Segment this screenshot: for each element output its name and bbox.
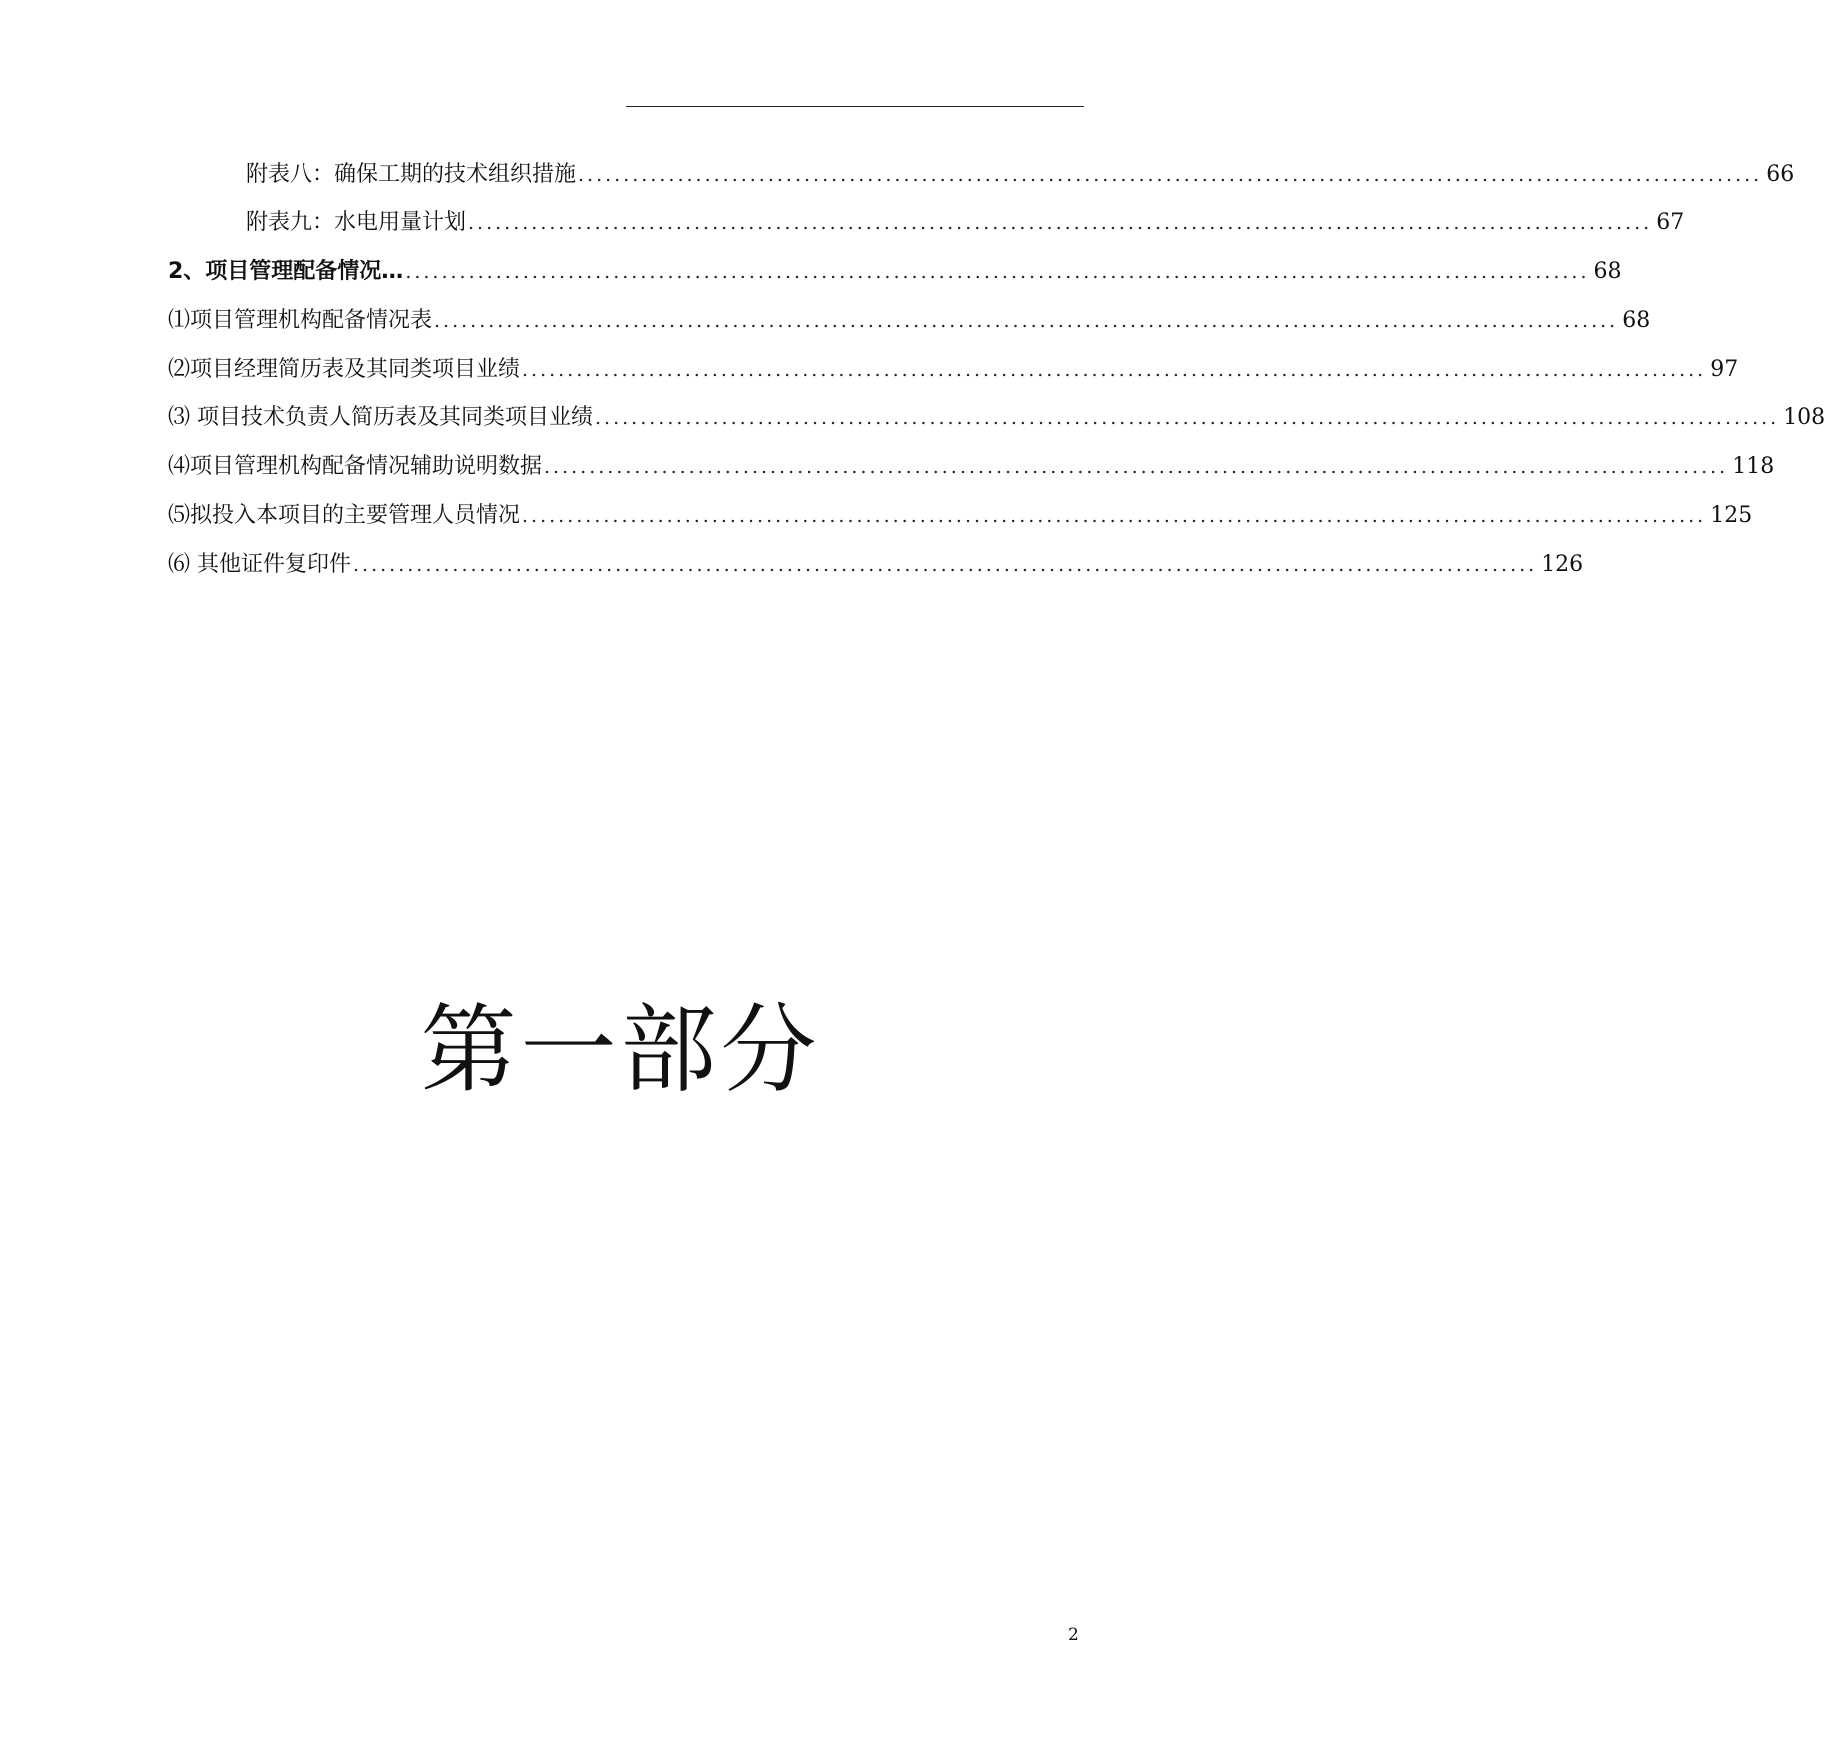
toc-entry [168,403,1825,433]
toc-leader-dots: ................................................................................................................................... [522,505,1707,527]
toc-entry [168,550,1584,580]
toc-leader-dots: ................................................................................................................................... [522,359,1707,381]
toc-entry-label: ⑷项目管理机构配备情况辅助说明数据 [168,454,543,479]
toc-entry-label: 附表九：水电用量计划 [246,210,467,235]
toc-entry [168,501,1753,531]
toc-entry [168,355,1739,385]
toc-entry-page: 118 [1732,454,1775,479]
toc-leader-dots: ................................................................................................................................... [353,554,1538,576]
toc-entry [168,257,1622,287]
toc-entry [246,160,1795,190]
toc-leader-dots: ................................................................................................................................... [468,212,1653,234]
toc-entry-page: 67 [1656,210,1685,235]
header-rule [626,106,1084,107]
toc-leader-dots: ................................................................................................................................... [434,310,1619,332]
toc-entry-page: 68 [1593,259,1622,284]
toc-entry-page: 108 [1783,405,1825,430]
toc-entry-label: 2、项目管理配备情况… [168,259,404,284]
toc-entry-label: ⑵项目经理简历表及其同类项目业绩 [168,357,521,382]
toc-entry-label: 附表八：确保工期的技术组织措施 [246,162,577,187]
toc-entry-label: ⑹ 其他证件复印件 [168,552,351,577]
toc-entry [168,306,1651,336]
section-title: 第一部分 [420,994,821,1106]
toc-entry-label: ⑸拟投入本项目的主要管理人员情况 [168,503,521,528]
toc-entry-label: ⑶ 项目技术负责人简历表及其同类项目业绩 [168,405,593,430]
toc-entry-label: ⑴项目管理机构配备情况表 [168,308,433,333]
toc-leader-dots: ................................................................................................................................... [405,261,1590,283]
toc-leader-dots: ................................................................................................................................... [578,164,1763,186]
toc-leader-dots: ................................................................................................................................... [544,456,1729,478]
toc-leader-dots: ................................................................................................................................... [595,407,1780,429]
toc-entry-page: 97 [1710,357,1739,382]
toc-entry-page: 68 [1622,308,1651,333]
toc-entry-page: 66 [1766,162,1795,187]
page-number: 2 [1068,1625,1079,1645]
toc-entry-page: 125 [1710,503,1753,528]
toc-entry-page: 126 [1541,552,1584,577]
toc-entry [246,208,1685,238]
toc-entry [168,452,1775,482]
